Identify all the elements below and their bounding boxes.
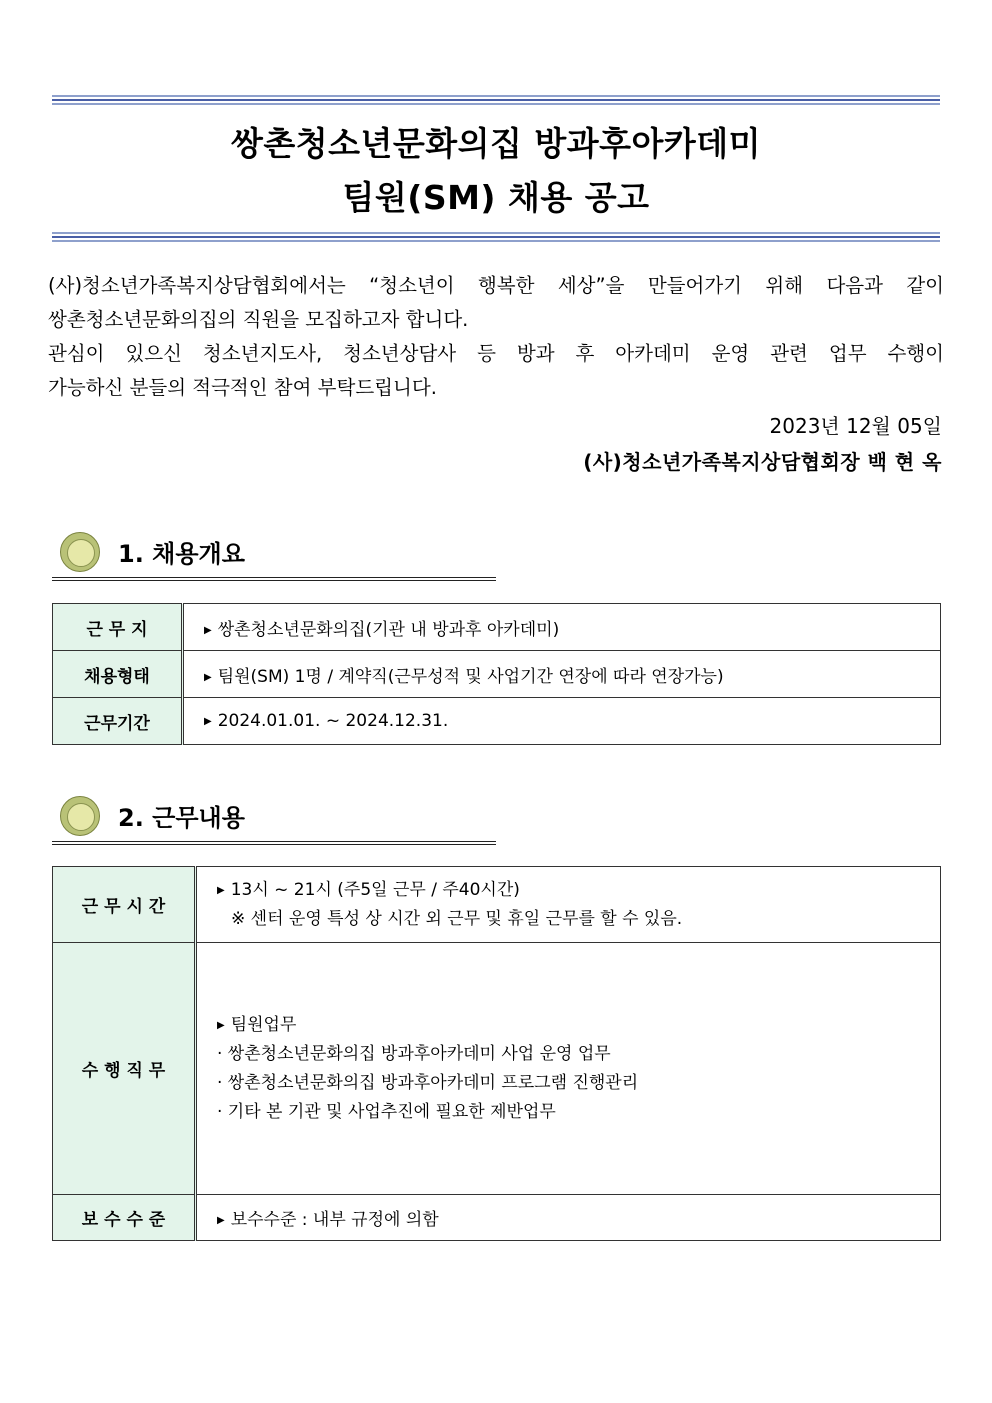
list-item: · 쌍촌청소년문화의집 방과후아카데미 사업 운영 업무 (217, 1043, 611, 1064)
intro-line-1: (사)청소년가족복지상담협회에서는 “청소년이 행복한 세상”을 만들어가기 위해 다음과 같이 (48, 274, 944, 297)
title-line-1: 쌍촌청소년문화의집 방과후아카데미 (230, 124, 762, 163)
emblem-icon (60, 796, 100, 836)
bottom-rule (52, 232, 940, 244)
table-row (53, 604, 941, 651)
bullet-icon: ▶ (217, 884, 225, 896)
row-label: 보 수 수 준 (53, 1195, 196, 1241)
row-label: 수 행 직 무 (53, 943, 196, 1195)
list-item: · 기타 본 기관 및 사업추진에 필요한 제반업무 (217, 1101, 556, 1122)
list-item: · 쌍촌청소년문화의집 방과후아카데미 프로그램 진행관리 (217, 1072, 639, 1093)
row-label: 근 무 시 간 (53, 867, 196, 943)
table-row (53, 1195, 941, 1241)
hours-text: 13시 ~ 21시 (주5일 근무 / 주40시간) (230, 879, 520, 900)
bullet-icon: ▶ (217, 1019, 225, 1031)
table-row (53, 867, 941, 943)
row-value: 팀원(SM) 1명 / 계약직(근무성적 및 사업기간 연장에 따라 연장가능) (217, 666, 724, 687)
top-rule (52, 95, 940, 107)
row-value: 쌍촌청소년문화의집(기관 내 방과후 아카데미) (217, 619, 560, 640)
row-label: 채용형태 (53, 651, 183, 698)
title-line-2: 팀원(SM) 채용 공고 (342, 178, 650, 217)
table-row (53, 698, 941, 745)
bullet-icon: ▶ (217, 1215, 225, 1226)
signature: (사)청소년가족복지상담협회장 백 현 옥 (583, 450, 942, 474)
section-1-heading: 1. 채용개요 (118, 540, 245, 568)
duties-head: 팀원업무 (230, 1014, 297, 1035)
bullet-icon: ▶ (204, 671, 212, 683)
row-value: 2024.01.01. ~ 2024.12.31. (217, 711, 449, 731)
intro-text (48, 269, 944, 405)
bullet-icon: ▶ (204, 624, 212, 636)
section-2-heading: 2. 근무내용 (118, 804, 245, 832)
table-row (53, 943, 941, 1195)
intro-line-3: 관심이 있으신 청소년지도사, 청소년상담사 등 방과 후 아카데미 운영 관련 업무 수행이 (48, 342, 944, 365)
row-label: 근 무 지 (53, 604, 183, 651)
overview-table (52, 603, 941, 745)
announcement-date: 2023년 12월 05일 (769, 414, 942, 438)
emblem-icon (60, 532, 100, 572)
intro-line-2: 쌍촌청소년문화의집의 직원을 모집하고자 합니다. (48, 308, 469, 331)
pay-text: 보수수준 : 내부 규정에 의함 (230, 1210, 439, 1230)
hours-note: ※ 센터 운영 특성 상 시간 외 근무 및 휴일 근무를 할 수 있음. (231, 908, 683, 929)
duties-table (52, 866, 941, 1241)
row-label: 근무기간 (53, 698, 183, 745)
table-row (53, 651, 941, 698)
bullet-icon: ▶ (204, 716, 212, 727)
intro-line-4: 가능하신 분들의 적극적인 참여 부탁드립니다. (48, 376, 437, 399)
